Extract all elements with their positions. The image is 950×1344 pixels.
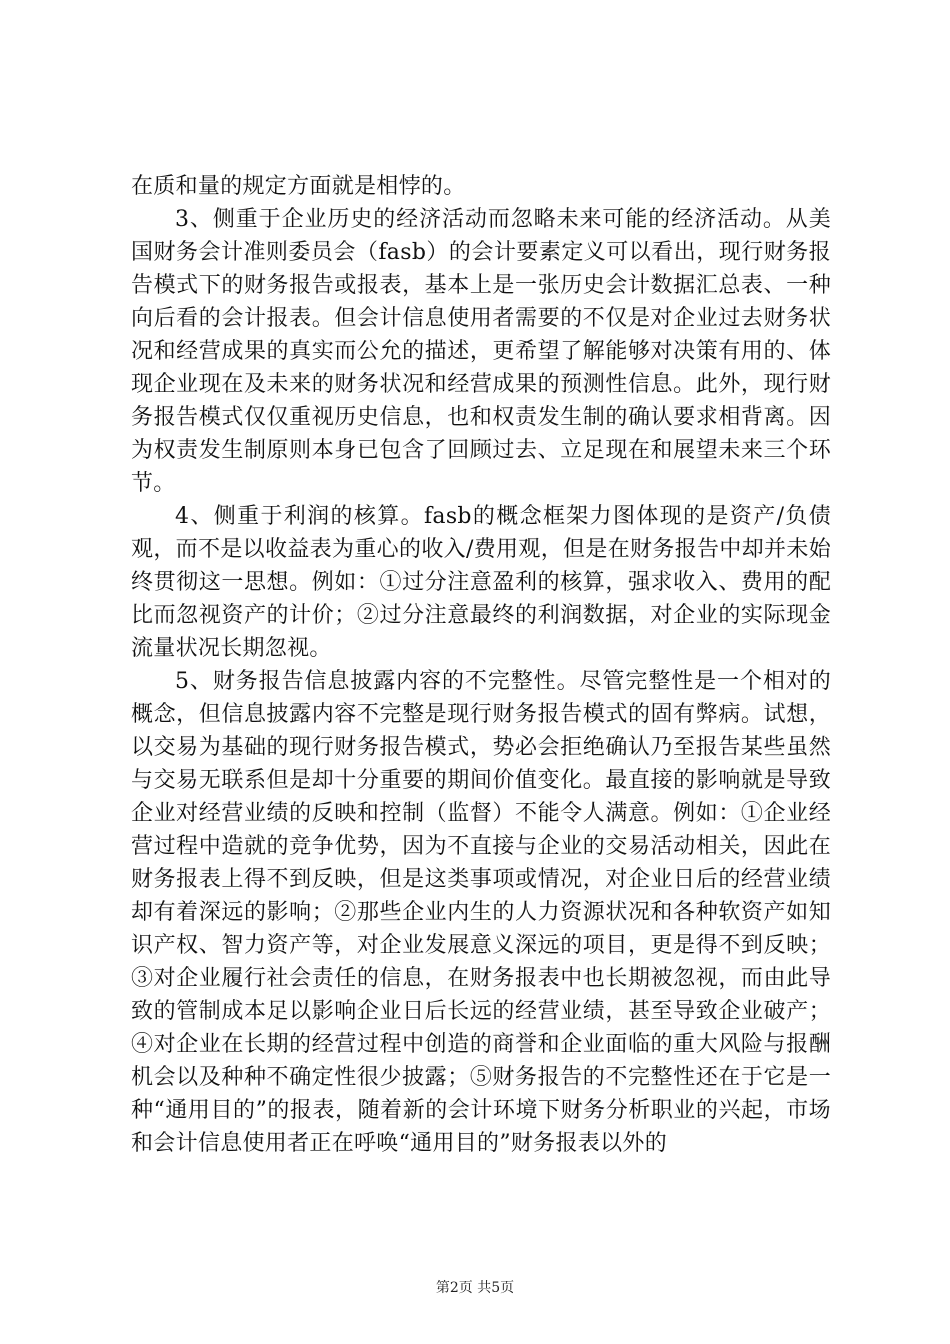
paragraph-point-5: 5、财务报告信息披露内容的不完整性。尽管完整性是一个相对的概念，但信息披露内容不完整是现行财务报告模式的固有弊病。试想，以交易为基础的现行财务报告模式，势必会拒绝确认乃至报告某些虽然与交易无联系但是却十分重要的期间价值变化。最直接的影响就是导致企业对经营业绩的反映和控制（监督）不能令人满意。例如：①企业经营过程中造就的竞争优势，因为不直接与企业的交易活动相关，因此在财务报表上得不到反映，但是这类事项或情况，对企业日后的经营业绩却有着深远的影响；②那些企业内生的人力资源状况和各种软资产如知识产权、智力资产等，对企业发展意义深远的项目，更是得不到反映；③对企业履行社会责任的信息，在财务报表中也长期被忽视，而由此导致的管制成本足以影响企业日后长远的经营业绩，甚至导致企业破产；④对企业在长期的经营过程中创造的商誉和企业面临的重大风险与报酬机会以及种种不确定性很少披露；⑤财务报告的不完整性还在于它是一种“通用目的”的报表，随着新的会计环境下财务分析职业的兴起，市场和会计信息使用者正在呼唤“通用目的”财务报表以外的 bbox=[131, 669, 831, 1156]
paragraph-point-4: 4、侧重于利润的核算。fasb的概念框架力图体现的是资产/负债观，而不是以收益表为重心的收入/费用观，但是在财务报告中却并未始终贯彻这一思想。例如：①过分注意盈利的核算，强求收入、费用的配比而忽视资产的计价；②过分注意最终的利润数据，对企业的实际现金流量状况长期忽视。 bbox=[131, 504, 831, 661]
body-text bbox=[131, 170, 831, 1160]
paragraph-continuation: 在质和量的规定方面就是相悖的。 bbox=[131, 174, 466, 199]
page-number-footer: 第2页 共5页 bbox=[435, 1280, 515, 1296]
paragraph-point-3: 3、侧重于企业历史的经济活动而忽略未来可能的经济活动。从美国财务会计准则委员会（fasb）的会计要素定义可以看出，现行财务报告模式下的财务报告或报表，基本上是一张历史会计数据汇总表、一种向后看的会计报表。但会计信息使用者需要的不仅是对企业过去财务状况和经营成果的真实而公允的描述，更希望了解能够对决策有用的、体现企业现在及未来的财务状况和经营成果的预测性信息。此外，现行财务报告模式仅仅重视历史信息，也和权责发生制的确认要求相背离。因为权责发生制原则本身已包含了回顾过去、立足现在和展望未来三个环节。 bbox=[131, 207, 831, 496]
